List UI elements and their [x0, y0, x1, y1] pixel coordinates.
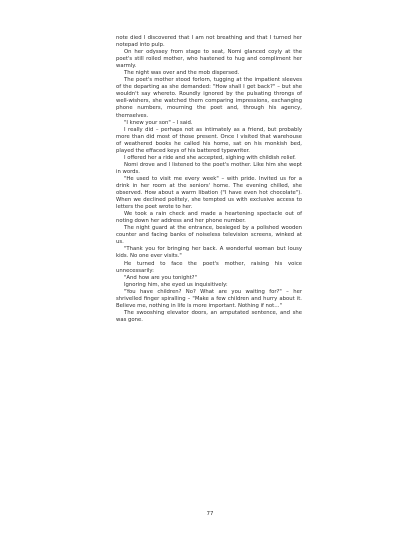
paragraph: The poet's mother stood forlorn, tugging at the impatient sleeves of the departing as she demanded: "How shall I get back?" – but she wouldn't say whereto. Roundly ignored by the pulsating throngs of well-wishers, she watched them comparing impressions, exchanging phone numbers, mourning the poet and, through his agency, themselves. [116, 77, 302, 119]
paragraph: "I knew your son" – I said. [124, 119, 193, 126]
paragraph: "He used to visit me every week" – with pride. Invited us for a drink in her room at the seniors' home. The evening chilled, she observed. How about a warm libation ("I have even hot chocolate"). When we declined politely, she tempted us with exclusive access to letters the poet wrote to her. [116, 175, 302, 211]
page-number: 77 [206, 511, 214, 517]
paragraph: note died I discovered that I am not breathing and that I turned her notepad into pulp. [116, 35, 302, 49]
paragraph: The swooshing elevator doors, an amputated sentence, and she was gone. [116, 309, 302, 323]
paragraph: The night guard at the entrance, besieged by a polished wooden counter and facing banks of noiseless television screens, winked at us. [116, 225, 302, 246]
paragraph: Ignoring him, she eyed us inquisitively: [124, 281, 228, 288]
paragraph: Nomi drove and I listened to the poet's mother. Like him she wept in words. [116, 161, 302, 175]
paragraph: "Thank you for bringing her back. A wonderful woman but lousy kids. No one ever visits." [116, 246, 302, 260]
paragraph: "You have children? No? What are you waiting for?" – her shrivelled finger spiralling – "Make a few children and hurry about it. Believe me, nothing in life is more important. Nothing if not…" [116, 288, 302, 309]
paragraph: I offered her a ride and she accepted, sighing with childish relief. [124, 154, 296, 161]
paragraph: He turned to face the poet's mother, raising his voice unnecessarily: [116, 260, 302, 274]
paragraph: "And how are you tonight?" [124, 274, 197, 281]
paragraph: The night was over and the mob dispersed. [124, 70, 240, 77]
body-text [116, 35, 302, 324]
paragraph: We took a rain check and made a heartening spectacle out of noting down her address and her phone number. [116, 211, 302, 225]
paragraph: I really did – perhaps not as intimately as a friend, but probably more than did most of those present. Once I visited that warehouse of weathered books he called his home, sat on his monkish bed, played the effaced keys of his battered typewriter. [116, 126, 302, 154]
paragraph: On her odyssey from stage to seat, Nomi glanced coyly at the poet's still roiled mother, who hastened to hug and compliment her warmly. [116, 49, 302, 70]
